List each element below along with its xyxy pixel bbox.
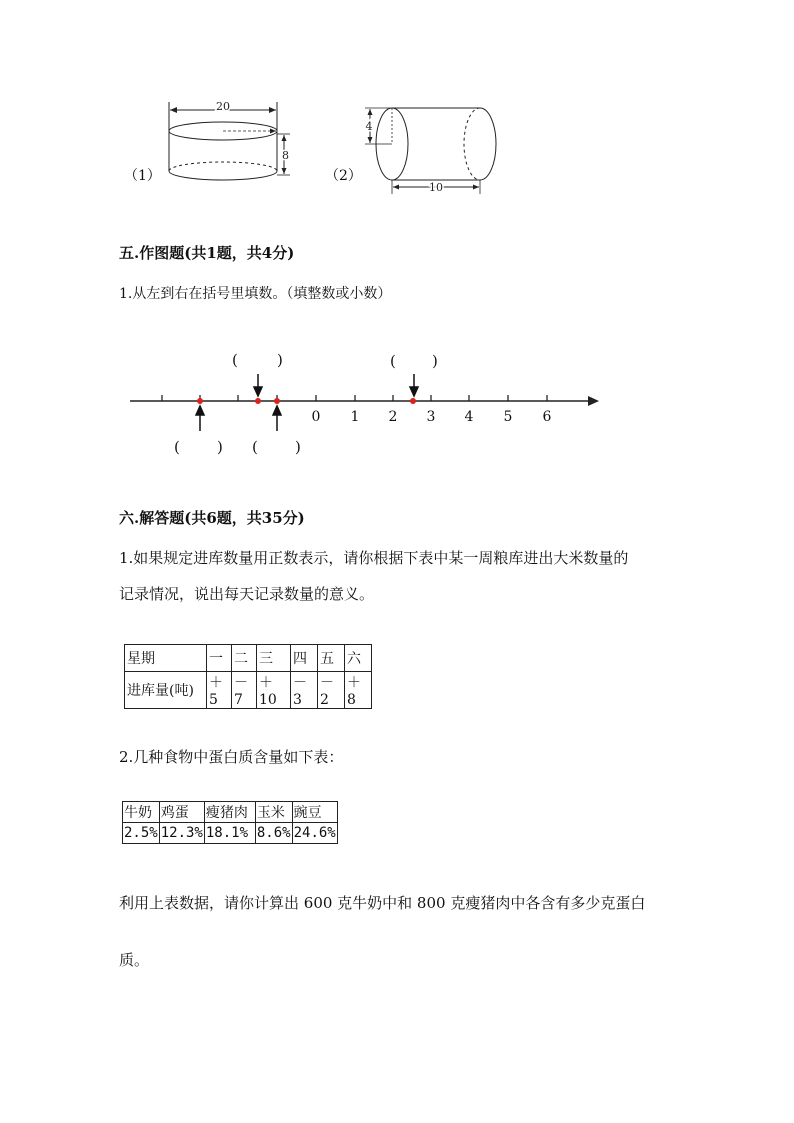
protein-content-table <box>122 801 338 844</box>
section-5-heading: 五.作图题(共1题，共4分) <box>119 244 295 262</box>
table-cell: 鸡蛋 <box>159 802 204 823</box>
table-row <box>123 802 338 823</box>
section-6-question-2-line-1: 利用上表数据，请你计算出 600 克牛奶中和 800 克瘦猪肉中各含有多少克蛋白 <box>119 894 646 912</box>
up-arrow-icon <box>196 406 204 415</box>
answer-bracket-close: ) <box>277 351 283 369</box>
tick-label-2: 2 <box>388 409 398 425</box>
table-cell: 玉米 <box>255 802 292 823</box>
table-cell: 二 <box>232 645 257 672</box>
tick-label-3: 3 <box>426 409 436 425</box>
table-cell: 五 <box>318 645 345 672</box>
axis-arrow-icon <box>588 396 599 406</box>
tick-label-4: 4 <box>464 409 474 425</box>
table-cell: 四 <box>291 645 318 672</box>
table-cell: ＋8 <box>345 672 372 709</box>
grain-storage-table <box>124 644 372 709</box>
tick-label-0: 0 <box>311 409 321 425</box>
table-cell: 三 <box>257 645 291 672</box>
point-d <box>410 398 416 404</box>
table-row <box>125 645 372 672</box>
point-c <box>274 398 280 404</box>
table-cell: －7 <box>232 672 257 709</box>
table-cell: 进库量(吨) <box>125 672 207 709</box>
number-line <box>0 340 794 465</box>
cylinder-figure-2 <box>362 98 507 200</box>
fig1-diameter-label: 20 <box>216 100 230 113</box>
table-cell: 12.3% <box>159 823 204 844</box>
answer-bracket-close: ) <box>432 352 438 370</box>
section-5-question-1: 1.从左到右在括号里填数。（填整数或小数） <box>119 286 392 302</box>
up-arrow-icon <box>273 406 281 415</box>
table-cell: 一 <box>207 645 232 672</box>
answer-bracket-open: ( <box>252 438 258 456</box>
answer-bracket-close: ) <box>295 438 301 456</box>
table-cell: 豌豆 <box>292 802 337 823</box>
table-cell: 18.1% <box>204 823 255 844</box>
table-cell: ＋10 <box>257 672 291 709</box>
down-arrow-icon <box>254 387 262 396</box>
section-6-heading: 六.解答题(共6题，共35分) <box>119 509 305 527</box>
point-a <box>197 398 203 404</box>
table-cell: 瘦猪肉 <box>204 802 255 823</box>
table-cell: 2.5% <box>123 823 160 844</box>
table-cell: 六 <box>345 645 372 672</box>
table-cell: ＋5 <box>207 672 232 709</box>
table-row <box>125 672 372 709</box>
tick-label-6: 6 <box>542 409 552 425</box>
table-cell: －2 <box>318 672 345 709</box>
figure-2-label: （2） <box>325 168 362 184</box>
answer-bracket-close: ) <box>217 438 223 456</box>
fig2-length-label: 10 <box>429 181 443 194</box>
answer-bracket-open: ( <box>174 438 180 456</box>
answer-bracket-open: ( <box>232 351 238 369</box>
tick-label-1: 1 <box>350 409 360 425</box>
section-6-question-2-intro: 2.几种食物中蛋白质含量如下表： <box>119 748 344 766</box>
tick-label-5: 5 <box>503 409 513 425</box>
section-6-question-1-line-1: 1.如果规定进库数量用正数表示，请你根据下表中某一周粮库进出大米数量的 <box>119 549 629 567</box>
fig1-height-label: 8 <box>282 149 289 162</box>
section-6-question-1-line-2: 记录情况，说出每天记录数量的意义。 <box>119 585 375 603</box>
table-cell: 8.6% <box>255 823 292 844</box>
table-row <box>123 823 338 844</box>
table-cell: 24.6% <box>292 823 337 844</box>
point-b <box>255 398 261 404</box>
answer-bracket-open: ( <box>390 352 396 370</box>
section-6-question-2-line-2: 质。 <box>119 951 150 969</box>
cylinder-figure-1 <box>160 98 300 190</box>
down-arrow-icon <box>410 387 418 396</box>
fig2-radius-label: 4 <box>365 120 373 133</box>
table-cell: －3 <box>291 672 318 709</box>
figure-1-label: （1） <box>124 168 161 184</box>
table-cell: 牛奶 <box>123 802 160 823</box>
table-cell: 星期 <box>125 645 207 672</box>
